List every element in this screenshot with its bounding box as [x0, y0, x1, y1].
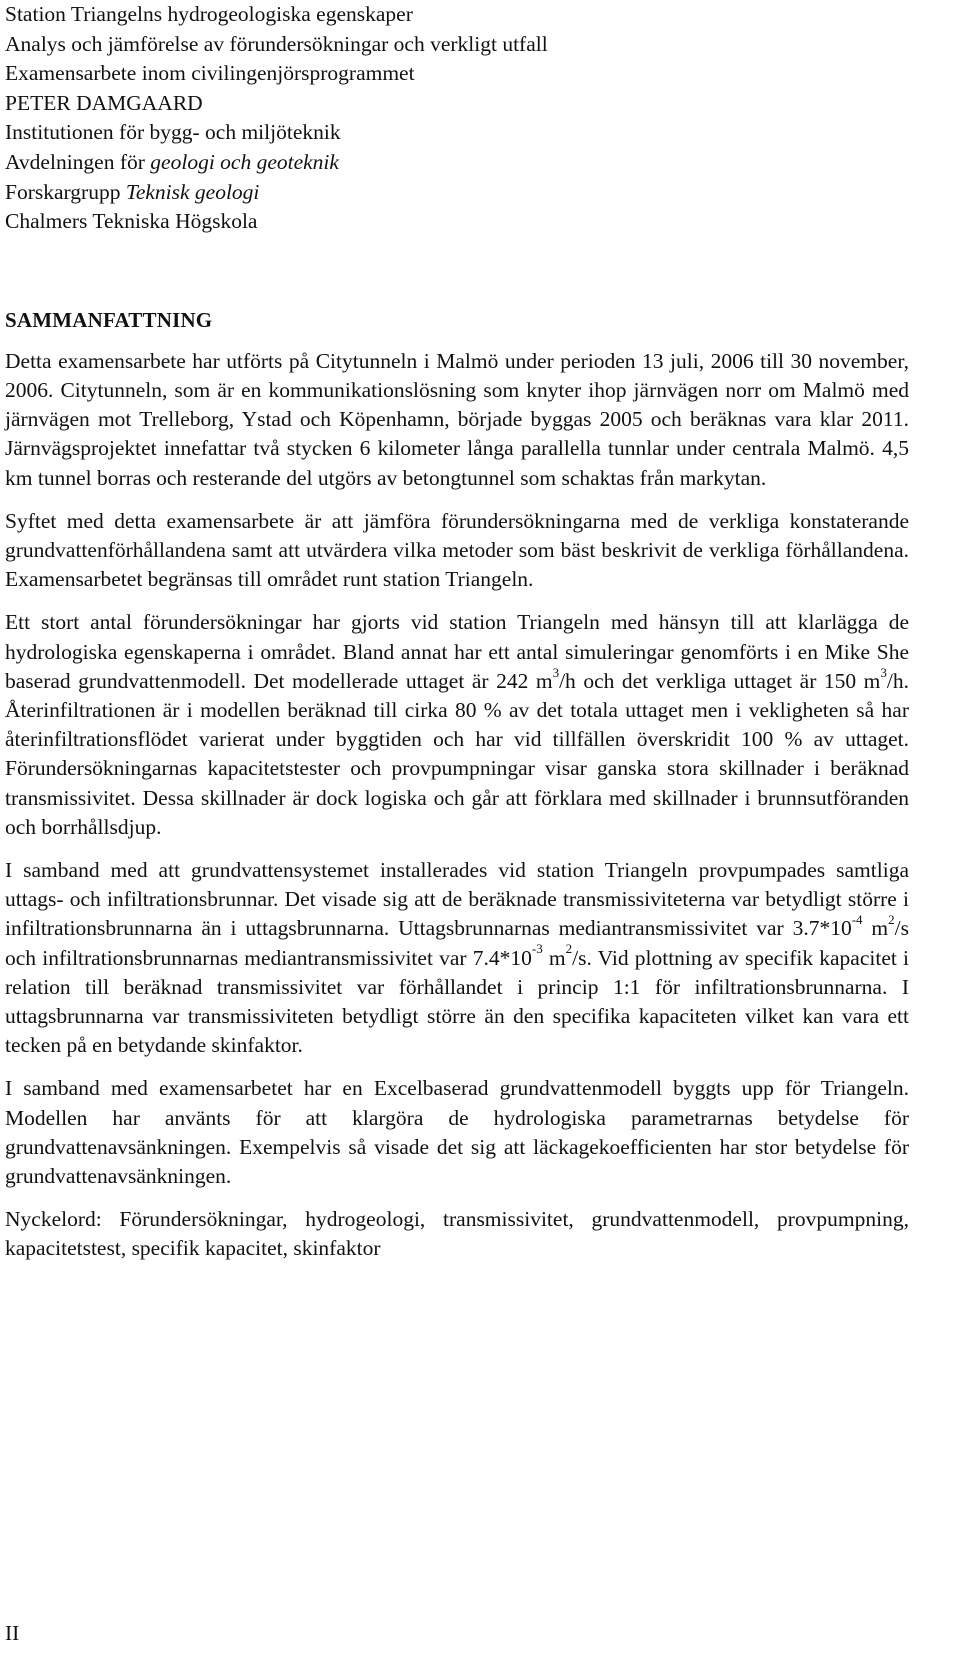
division [5, 148, 909, 178]
superscript: 2 [888, 912, 895, 928]
text-run: I samband med att grundvattensystemet installerades vid station Triangeln provpumpades samtliga uttags- och infiltrationsbrunnar. Det visade sig att de beräknade transmissiviteterna var betydligt större i infiltrationsbrunnarna än i uttagsbrunnarna. Uttagsbrunnarnas mediantransmissivitet var 3.7*10 [5, 858, 909, 941]
document-page [5, 0, 909, 1264]
thesis-subtitle: Analys och jämförelse av förundersökningar och verkligt utfall [5, 31, 548, 56]
paragraph-keywords: Nyckelord: Förundersökningar, hydrogeologi, transmissivitet, grundvattenmodell, provpumpning, kapacitetstest, specifik kapacitet, skinfaktor [5, 1207, 909, 1261]
author-name: PETER DAMGAARD [5, 90, 203, 115]
research-group [5, 178, 909, 208]
thesis-title: Station Triangelns hydrogeologiska egenskaper [5, 2, 413, 26]
paragraph-purpose: Syftet med detta examensarbete är att jämföra förundersökningarna med de verkliga konstaterande grundvattenförhållandena samt att utvärdera vilka metoder som bäst beskrivit de verkliga förhållandena. Examensarbetet begränsas till området runt station Triangeln. [5, 508, 909, 592]
superscript: 3 [880, 664, 887, 680]
research-group-prefix: Forskargrupp [5, 179, 126, 204]
text-run: /s. Vid plottning av specifik kapacitet i relation till beräknad transmissivitet var förhållandet i princip 1:1 för infiltrationsbrunnarna. I uttagsbrunnarna var transmissiviteten betydligt större än den specifika kapaciteten vilket kan vara ett tecken på en betydande skinfaktor. [5, 945, 909, 1058]
paragraph-pump-tests [5, 856, 909, 1060]
title-block [5, 0, 909, 237]
superscript: 3 [552, 664, 560, 680]
department: Institutionen för bygg- och miljöteknik [5, 120, 341, 145]
section-heading: SAMMANFATTNING [5, 307, 213, 332]
page-number: II [5, 1621, 20, 1645]
paragraph-investigations [5, 608, 909, 842]
division-name: geologi och geoteknik [150, 149, 339, 174]
text-run: Ett stort antal förundersökningar har gjorts vid station Triangeln med hänsyn till att klarlägga de hydrologiska egenskaperna i området. Bland annat har ett antal simuleringar genomförts i en Mike She baserad grundvattenmodell. Det modellerade uttaget är 242 m [5, 610, 909, 693]
paragraph-model: I samband med examensarbetet har en Excelbaserad grundvattenmodell byggts upp för Triangeln. Modellen har använts för att klargöra de hydrologiska parametrarnas betydelse för grundvattenavsänkningen. Exempelvis så visade det sig att läckagekoefficienten har stor betydelse för grundvattenavsänkningen. [5, 1076, 909, 1189]
university: Chalmers Tekniska Högskola [5, 209, 258, 234]
thesis-type: Examensarbete inom civilingenjörsprogrammet [5, 61, 415, 86]
text-run: /s och infiltrationsbrunnarnas mediantransmissivitet var 7.4*10 [5, 916, 909, 970]
superscript: 2 [565, 941, 573, 957]
text-run: m [862, 916, 889, 941]
superscript: -4 [851, 912, 863, 928]
text-run: /h. Återinfiltrationen är i modellen beräknad till cirka 80 % av det totala uttaget men i vekligheten så har återinfiltrationsflödet varierat under byggtiden och har vid tillfällen överskridit 100 % av uttaget. Förundersökningarnas kapacitetstester och provpumpningar visar ganska stora skillnader i beräknad transmissivitet. Dessa skillnader är dock logiska och går att förklara med skillnader i brunnsutföranden och borrhållsdjup. [5, 668, 909, 839]
division-prefix: Avdelningen för [5, 149, 151, 174]
superscript: -3 [531, 941, 543, 957]
text-run: /h och det verkliga uttaget är 150 m [559, 668, 881, 693]
paragraph-background: Detta examensarbete har utförts på Citytunneln i Malmö under perioden 13 juli, 2006 till 30 november, 2006. Citytunneln, som är en kommunikationslösning som knyter ihop järnvägen norr om Malmö med järnvägen mot Trelleborg, Ystad och Köpenhamn, började byggas 2005 och beräknas vara klar 2011. Järnvägsprojektet innefattar två stycken 6 kilometer långa parallella tunnlar under centrala Malmö. 4,5 km tunnel borras och resterande del utgörs av betongtunnel som schaktas från markytan. [5, 348, 909, 490]
text-run: m [542, 945, 566, 970]
research-group-name: Teknisk geologi [125, 179, 260, 204]
